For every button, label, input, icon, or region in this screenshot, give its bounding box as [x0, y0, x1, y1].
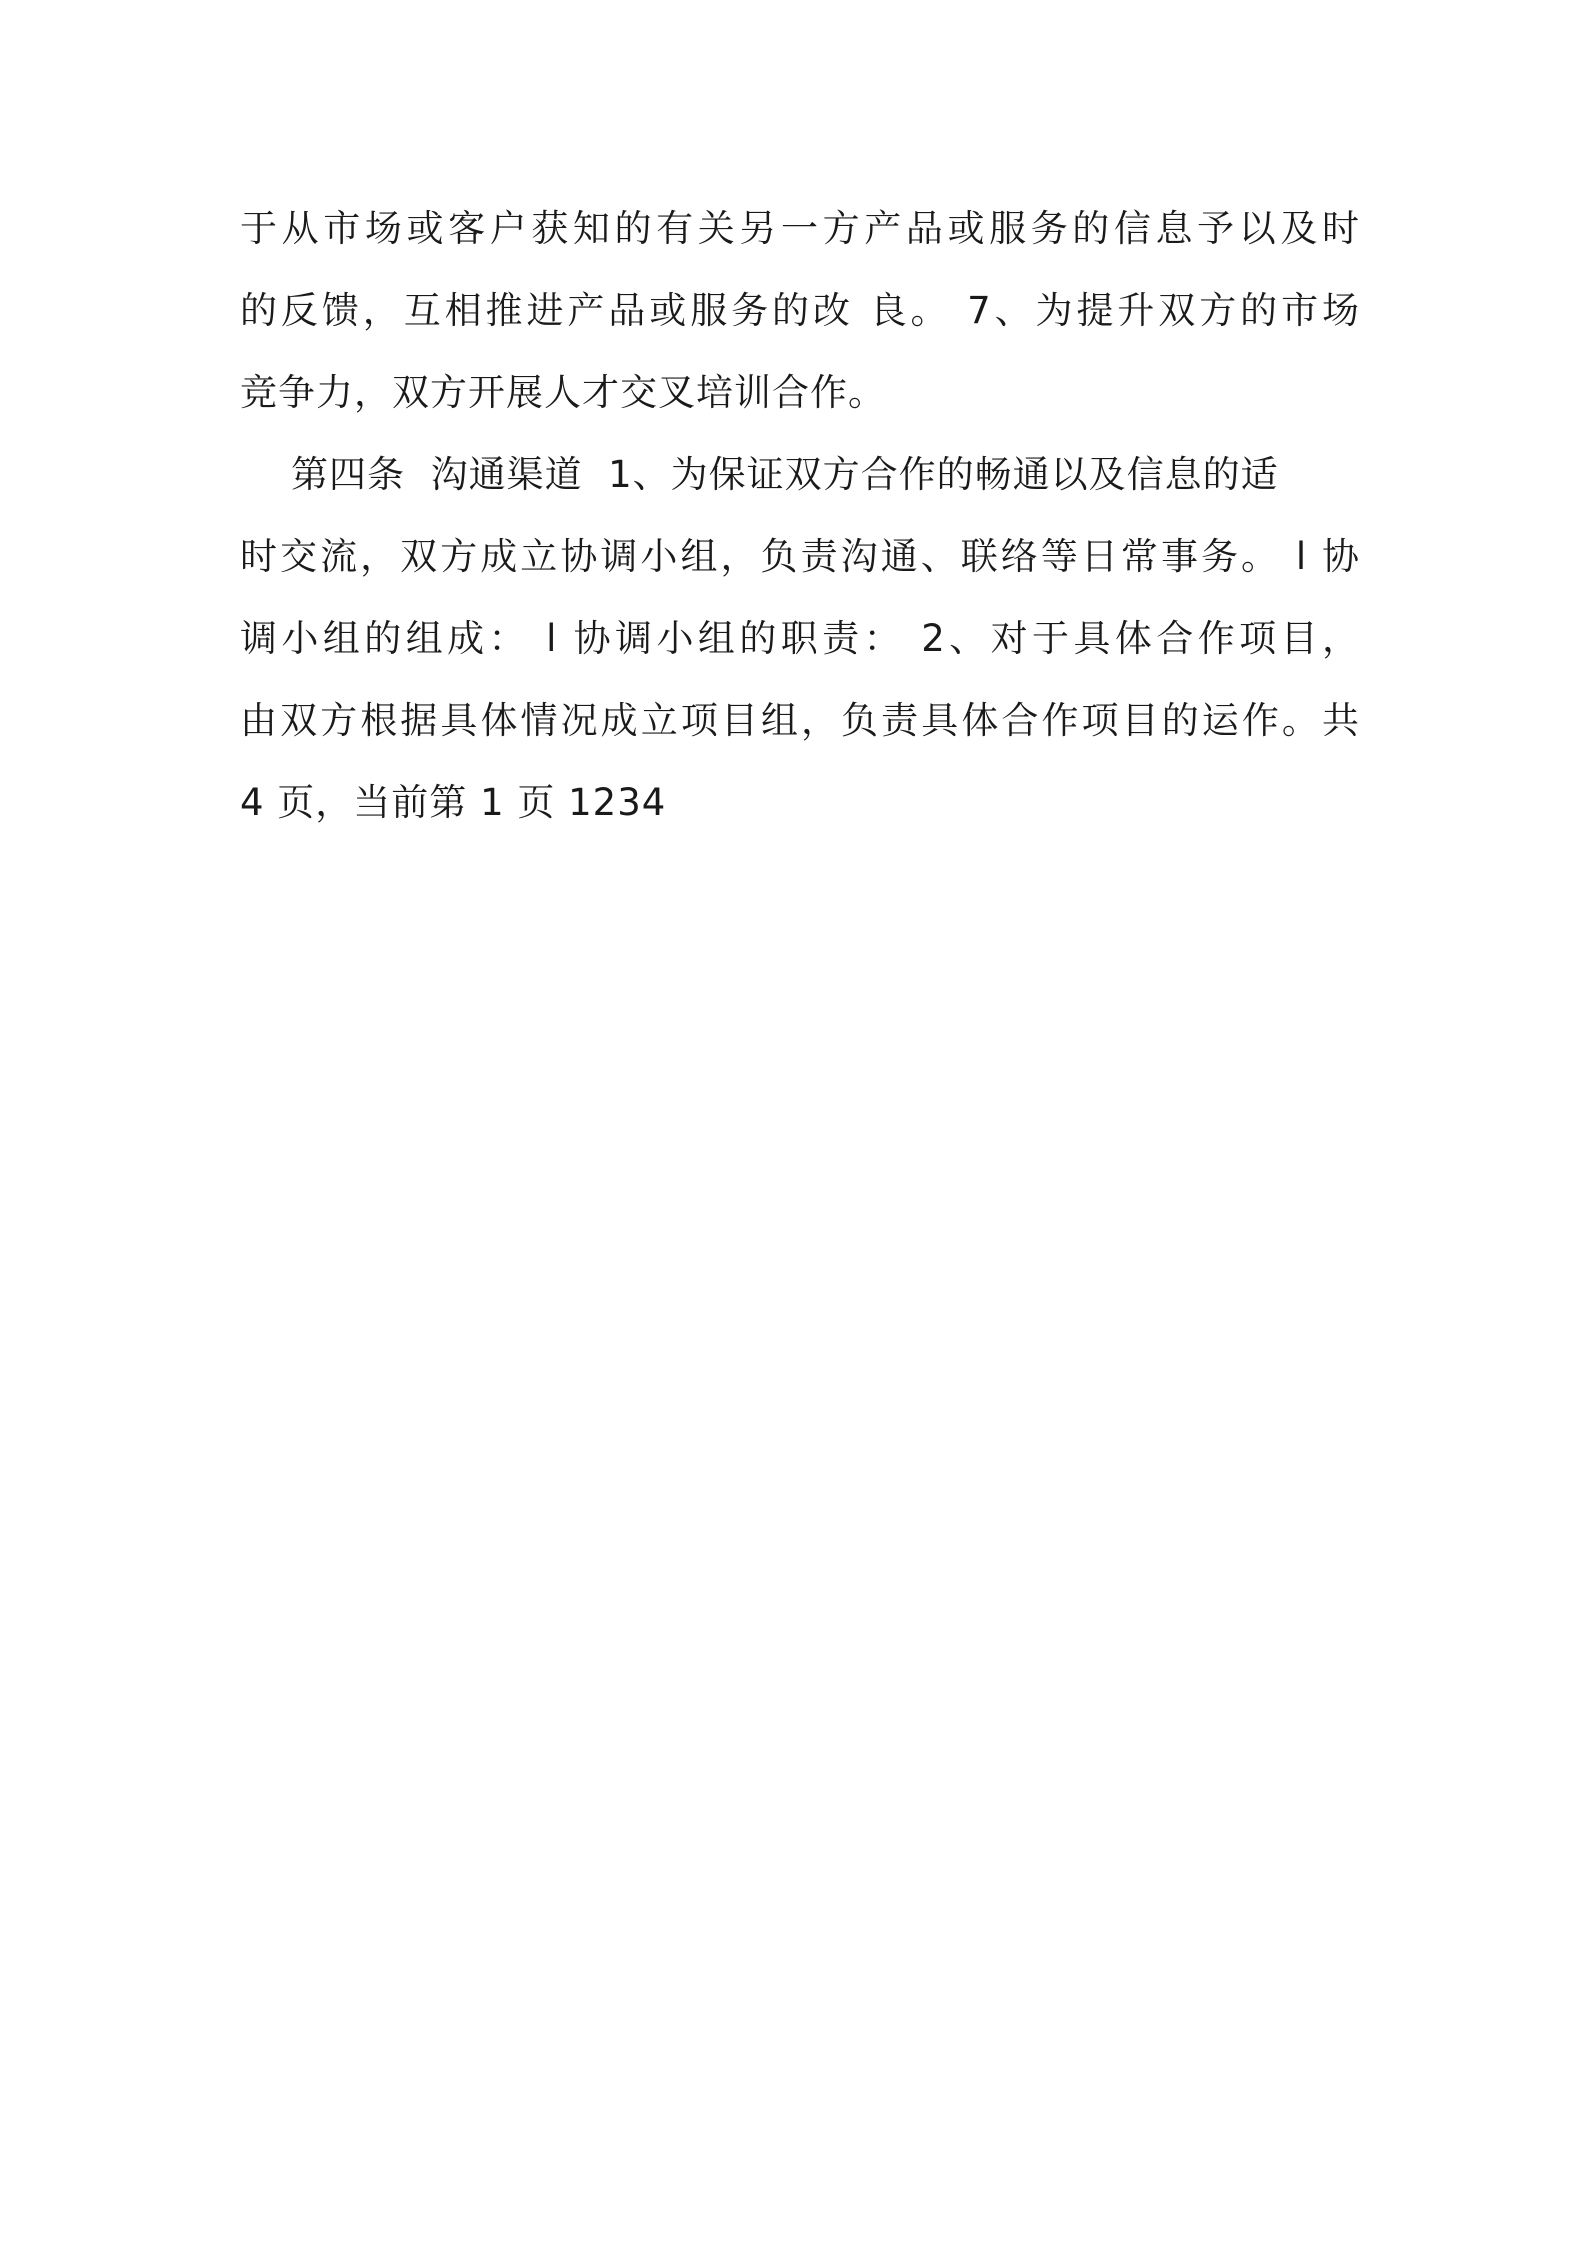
text-line: 第四条 沟通渠道 1、为保证双方合作的畅通以及信息的适: [240, 453, 1279, 496]
text-line: 由双方根据具体情况成立项目组，负责具体合作项目的运作。共: [240, 699, 1360, 742]
text-line: 的反馈，互相推进产品或服务的改 良。 7、为提升双方的市场: [240, 289, 1360, 332]
paragraph-communication-channels: [240, 434, 1360, 844]
text-line: 竞争力，双方开展人才交叉培训合作。: [240, 371, 886, 414]
text-line: 时交流，双方成立协调小组，负责沟通、联络等日常事务。 l 协: [240, 535, 1360, 578]
paragraph-cooperation-feedback: [240, 188, 1360, 434]
text-line: 调小组的组成： l 协调小组的职责： 2、对于具体合作项目，: [240, 617, 1360, 660]
page-counter-text: 4 页，当前第 1 页 1234: [240, 781, 667, 824]
text-line: 于从市场或客户获知的有关另一方产品或服务的信息予以及时: [240, 207, 1360, 250]
